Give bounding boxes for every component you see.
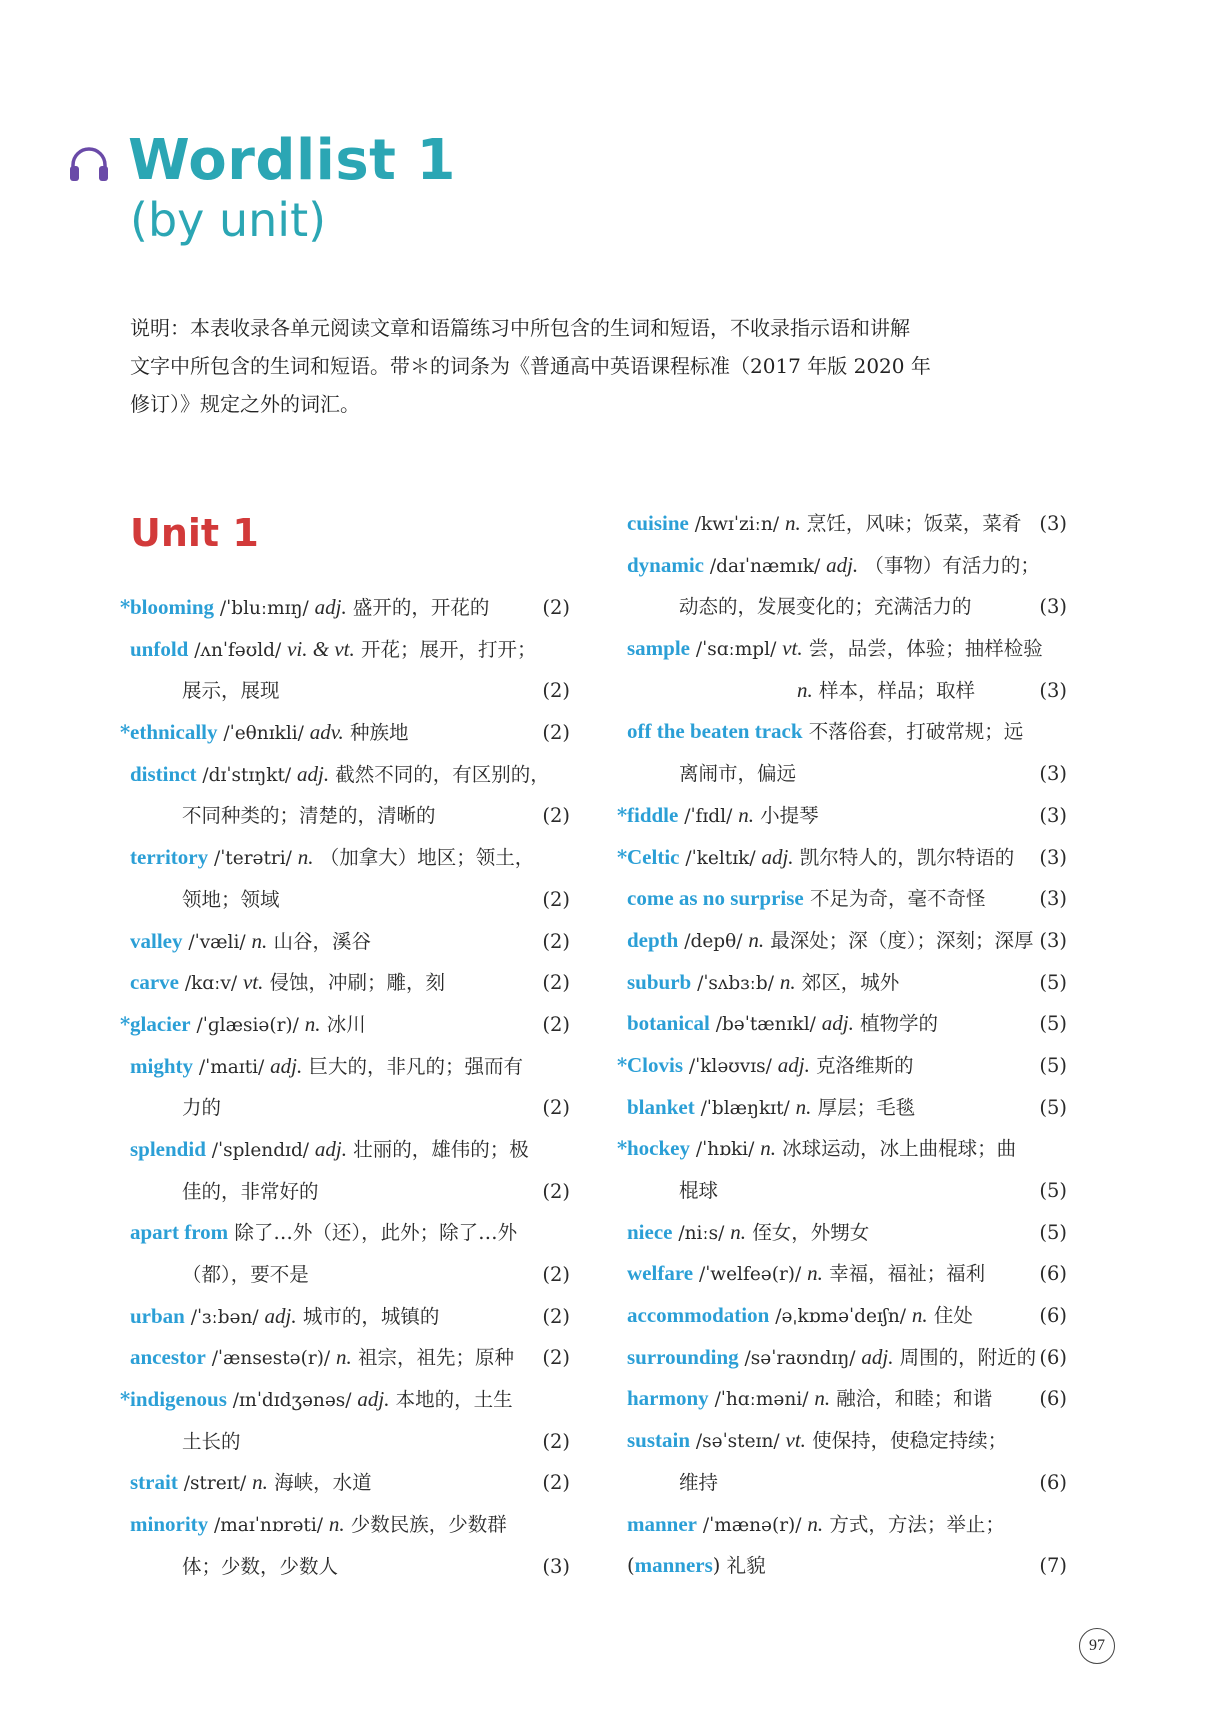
star-mark: *: [617, 845, 628, 869]
star-mark: *: [617, 1137, 628, 1161]
headword: splendid: [130, 1136, 206, 1161]
unit-reference: (5): [1039, 1053, 1067, 1077]
definition: 郊区，城外: [795, 970, 900, 994]
entry-line: [627, 628, 1067, 670]
unit-reference: (6): [1039, 1304, 1067, 1328]
headword: botanical: [627, 1011, 710, 1036]
definition: 维持: [679, 1470, 719, 1494]
entry-line: [627, 920, 1067, 962]
pronunciation: /ˈkeltɪk/: [679, 847, 762, 869]
definition: 植物学的: [853, 1012, 939, 1036]
definition: （加拿大）地区；领土，: [313, 846, 535, 870]
pronunciation: /bəˈtænɪkl/: [709, 1014, 822, 1036]
pronunciation: /daɪˈnæmɪk/: [704, 555, 827, 577]
part-of-speech: n.: [328, 1512, 345, 1537]
pronunciation: /ˈterətri/: [208, 848, 298, 870]
definition: 不同种类的；清楚的，清晰的: [182, 804, 436, 828]
unit-reference: (2): [542, 1346, 570, 1370]
wordlist-left-column: [120, 587, 570, 1588]
unit-reference: (2): [542, 1429, 570, 1453]
definition: 侵蚀，冲刷；雕，刻: [263, 971, 446, 995]
entry-line: [120, 712, 570, 754]
page-number: 97: [1079, 1628, 1115, 1664]
pronunciation: /ˈeθnɪkli/: [217, 723, 310, 745]
entry-continuation: [627, 753, 1067, 795]
pronunciation: /maɪˈnɒrəti/: [208, 1515, 329, 1537]
entry-line: [130, 1296, 570, 1338]
headword: welfare: [627, 1261, 694, 1286]
entry-line: [120, 1004, 570, 1046]
part-of-speech: adj.: [297, 761, 330, 786]
unit-reference: (3): [1039, 928, 1067, 952]
part-of-speech: n.: [252, 1470, 268, 1495]
unit-reference: (5): [1039, 970, 1067, 994]
unit-reference: (2): [542, 1012, 570, 1036]
unit-reference: (5): [1039, 1012, 1067, 1036]
entry-line: [130, 921, 570, 963]
unit-reference: (2): [542, 596, 570, 619]
headword: accommodation: [627, 1303, 770, 1328]
pronunciation: /ˈvæli/: [182, 931, 252, 953]
unit-reference: (2): [542, 1179, 570, 1203]
pronunciation: /ˈsplendɪd/: [205, 1139, 315, 1161]
part-of-speech: vt.: [785, 1428, 806, 1453]
headword: urban: [130, 1303, 185, 1328]
entry-continuation: [627, 1170, 1067, 1212]
unit-reference: (5): [1039, 1095, 1067, 1119]
entry-line: [627, 1545, 1067, 1587]
headword: dynamic: [627, 552, 705, 577]
entry-line: [627, 503, 1067, 545]
headword: Celtic: [627, 844, 680, 869]
part-of-speech: n.: [251, 928, 268, 953]
entry-line: [627, 962, 1067, 1004]
headword: apart from: [130, 1220, 229, 1245]
entry-line: [617, 1045, 1067, 1087]
unit-reference: (3): [1039, 803, 1067, 827]
pronunciation: /niːs/: [672, 1222, 731, 1244]
unit-reference: (6): [1039, 1387, 1067, 1411]
part-of-speech: adj.: [821, 1011, 854, 1036]
entry-line: [120, 1379, 570, 1421]
unit-reference: (3): [542, 1554, 570, 1578]
entry-line: [627, 1295, 1067, 1337]
entry-line: [130, 1504, 570, 1546]
pronunciation: /səˈsteɪn/: [690, 1431, 786, 1453]
entry-line: [627, 1212, 1067, 1254]
pronunciation: /ˈblæŋkɪt/: [694, 1097, 796, 1119]
pronunciation: /ˈsɑːmpl/: [690, 639, 783, 661]
pronunciation: /səˈraʊndɪŋ/: [738, 1347, 862, 1369]
headword: territory: [130, 845, 209, 870]
unit-reference: (6): [1039, 1470, 1067, 1494]
definition: 截然不同的，有区别的，: [329, 762, 550, 786]
pronunciation: /kɑːv/: [178, 973, 243, 995]
definition: 种族地: [343, 721, 409, 745]
headword: niece: [627, 1219, 673, 1244]
definition: 冰球运动，冰上曲棍球；曲: [775, 1137, 1017, 1161]
headword: sustain: [627, 1428, 691, 1453]
definition: 周围的，附近的: [893, 1345, 1037, 1369]
part-of-speech: adj.: [861, 1344, 894, 1369]
headword: suburb: [627, 969, 692, 994]
note-line: 文字中所包含的生词和短语。带＊的词条为《普通高中英语课程标准（2017 年版 2020 年: [130, 354, 931, 378]
star-mark: *: [120, 721, 131, 745]
entry-continuation: [627, 586, 1067, 628]
unit-reference: (2): [542, 721, 570, 745]
unit-reference: (2): [542, 804, 570, 828]
definition: 最深处；深（度）；深刻；深厚: [764, 928, 1034, 952]
headword: come as no surprise: [627, 886, 804, 911]
bracket: (: [627, 1554, 635, 1578]
headword: strait: [130, 1470, 178, 1495]
headword: mighty: [130, 1053, 193, 1078]
pronunciation: /ˈbluːmɪŋ/: [214, 598, 315, 619]
entry-line: [627, 545, 1067, 587]
definition: 山谷，溪谷: [267, 929, 371, 953]
part-of-speech: vt.: [242, 970, 264, 995]
entry-line: [627, 1003, 1067, 1045]
definition: 巨大的，非凡的；强而有: [302, 1054, 523, 1078]
bracket: ): [712, 1554, 721, 1578]
headword: hockey: [627, 1136, 690, 1161]
definition: 住处: [927, 1304, 973, 1328]
unit-reference: (2): [542, 929, 570, 953]
page-subtitle: (by unit): [130, 193, 327, 247]
definition: 海峡，水道: [267, 1471, 372, 1495]
definition: 侄女，外甥女: [746, 1220, 870, 1244]
part-of-speech: n.: [814, 1386, 831, 1411]
headword: glacier: [130, 1011, 191, 1036]
entry-line: [130, 837, 570, 879]
unit-reference: (3): [1039, 512, 1067, 535]
part-of-speech: n.: [304, 1011, 321, 1036]
definition: （都），要不是: [182, 1263, 309, 1286]
definition: 城市的，城镇的: [296, 1304, 440, 1328]
headword: fiddle: [627, 802, 679, 827]
entry-line: [130, 962, 570, 1004]
unit-reference: (6): [1039, 1345, 1067, 1369]
pronunciation: /ˈhɑːməni/: [708, 1389, 815, 1411]
pronunciation: /ʌnˈfəʊld/: [188, 639, 288, 661]
pronunciation: /əˌkɒməˈdeɪʃn/: [769, 1306, 912, 1328]
definition: 棍球: [679, 1179, 719, 1202]
headphones-icon: [68, 144, 110, 184]
definition: 冰川: [320, 1012, 366, 1036]
part-of-speech: adj.: [761, 844, 794, 869]
pronunciation: /ˈmænə(r)/: [697, 1514, 808, 1536]
unit-reference: (3): [1039, 762, 1067, 786]
star-mark: *: [617, 803, 628, 827]
headword: blooming: [130, 595, 215, 619]
definition: 动态的，发展变化的；充满活力的: [679, 595, 972, 619]
pronunciation: /ˈhɒki/: [690, 1139, 761, 1161]
pronunciation: /dɪˈstɪŋkt/: [196, 764, 297, 786]
entry-line: [627, 878, 1067, 920]
definition: 壮丽的，雄伟的；极: [347, 1137, 529, 1161]
part-of-speech: adj.: [314, 595, 347, 619]
headword: manner: [627, 1511, 697, 1536]
entry-continuation: [130, 1254, 570, 1296]
star-mark: *: [120, 1388, 131, 1412]
headword: indigenous: [130, 1387, 227, 1412]
part-of-speech: n.: [797, 677, 813, 702]
definition: 力的: [182, 1096, 222, 1120]
star-mark: *: [120, 1012, 131, 1036]
definition: 不足为奇，毫不奇怪: [803, 887, 986, 911]
part-of-speech: n.: [730, 1219, 747, 1244]
part-of-speech: adj.: [264, 1303, 297, 1328]
entry-line: [130, 1046, 570, 1088]
definition: 方式，方法；举止；: [823, 1512, 1005, 1536]
unit-reference: (3): [1039, 678, 1067, 702]
definition: 幸福，福祉；福利: [822, 1262, 986, 1286]
headword: unfold: [130, 636, 189, 661]
page-title: Wordlist 1: [128, 128, 456, 193]
definition: 克洛维斯的: [809, 1053, 914, 1077]
star-mark: *: [617, 1053, 628, 1077]
part-of-speech: adj.: [777, 1052, 810, 1077]
part-of-speech: n.: [807, 1261, 823, 1286]
entry-line: [130, 629, 570, 671]
note-line: 修订）》规定之外的词汇。: [130, 392, 360, 416]
unit-reference: (7): [1039, 1554, 1067, 1578]
part-of-speech: n.: [297, 845, 314, 870]
note-line: 说明：本表收录各单元阅读文章和语篇练习中所包含的生词和短语，不收录指示语和讲解: [130, 316, 910, 340]
definition: 凯尔特人的，凯尔特语的: [793, 845, 1015, 869]
headword: valley: [130, 928, 183, 953]
definition: 体；少数，少数人: [182, 1554, 339, 1578]
definition: 样本，样品；取样: [812, 678, 975, 702]
definition: 尝，品尝，体验；抽样检验: [802, 637, 1043, 661]
definition: 烹饪，风味；饭菜，菜肴: [800, 512, 1022, 535]
entry-line: [130, 1462, 570, 1504]
unit-reference: (2): [542, 1304, 570, 1328]
definition: 佳的，非常好的: [182, 1179, 319, 1203]
pronunciation: /ˈɜːbən/: [184, 1306, 265, 1328]
definition: 除了…外（还），此外；除了…外: [228, 1221, 518, 1245]
part-of-speech: n.: [795, 1094, 812, 1119]
unit-reference: (3): [1039, 595, 1067, 619]
entry-continuation: [130, 1171, 570, 1213]
headword: distinct: [130, 761, 197, 786]
part-of-speech: adj.: [270, 1053, 303, 1078]
definition: 融洽，和睦；和谐: [830, 1387, 993, 1411]
pronunciation: /depθ/: [678, 930, 749, 952]
wordlist-right-column: [617, 503, 1067, 1587]
entry-continuation: [627, 1462, 1067, 1504]
entry-continuation: [130, 1546, 570, 1588]
unit-reference: (2): [542, 1096, 570, 1120]
unit-reference: (2): [542, 1471, 570, 1495]
entry-line: [627, 1087, 1067, 1129]
definition: 土长的: [182, 1429, 241, 1453]
unit-reference: (2): [542, 1263, 570, 1286]
unit-reference: (3): [1039, 887, 1067, 911]
headword: ethnically: [130, 720, 218, 745]
part-of-speech: n.: [911, 1303, 928, 1328]
definition: 礼貌: [720, 1554, 766, 1578]
definition: 开花；展开，打开；: [354, 637, 537, 661]
part-of-speech: n.: [336, 1345, 352, 1370]
star-mark: *: [120, 596, 131, 619]
part-of-speech: n.: [738, 802, 754, 827]
definition: 使保持，使稳定持续；: [805, 1429, 1008, 1453]
entry-continuation: [130, 879, 570, 921]
definition: 厚层；毛毯: [811, 1095, 916, 1119]
headword: ancestor: [130, 1345, 206, 1370]
headword: minority: [130, 1512, 209, 1537]
definition: 不落俗套，打破常规；远: [802, 720, 1024, 744]
pronunciation: /ˈkləʊvɪs/: [683, 1055, 778, 1077]
headword: surrounding: [627, 1344, 739, 1369]
pronunciation: /ɪnˈdɪdʒənəs/: [226, 1390, 358, 1412]
part-of-speech: vt.: [782, 636, 803, 661]
pronunciation: /ˈɡlæsiə(r)/: [190, 1014, 305, 1036]
definition: 小提琴: [753, 803, 819, 827]
definition: （事物）有活力的；: [858, 553, 1040, 577]
unit-reference: (5): [1039, 1220, 1067, 1244]
entry-line: [627, 711, 1067, 753]
pronunciation: /ˈwelfeə(r)/: [693, 1264, 808, 1286]
pronunciation: /ˈmaɪti/: [193, 1056, 271, 1078]
part-of-speech: n.: [760, 1136, 776, 1161]
part-of-speech: n.: [807, 1511, 824, 1536]
part-of-speech: n.: [779, 969, 796, 994]
pronunciation: /ˈfɪdl/: [678, 805, 739, 827]
unit-heading: Unit 1: [130, 511, 259, 555]
part-of-speech: vi. & vt.: [287, 636, 355, 661]
entry-line: [617, 1128, 1067, 1170]
entry-continuation: [130, 1087, 570, 1129]
unit-reference: (2): [542, 971, 570, 995]
definition: 展示，展现: [182, 679, 280, 703]
part-of-speech: n.: [784, 511, 801, 535]
entry-line: [130, 1337, 570, 1379]
entry-continuation: [130, 795, 570, 837]
unit-reference: (5): [1039, 1179, 1067, 1202]
headword: blanket: [627, 1094, 695, 1119]
entry-line: [120, 587, 570, 629]
entry-continuation: [130, 670, 570, 712]
entry-line: [627, 1378, 1067, 1420]
part-of-speech: adv.: [309, 720, 344, 745]
unit-reference: (3): [1039, 845, 1067, 869]
entry-continuation: [627, 670, 1067, 712]
entry-line: [130, 754, 570, 796]
entry-continuation: [130, 1421, 570, 1463]
entry-line: [627, 1253, 1067, 1295]
headword: harmony: [627, 1386, 709, 1411]
definition: 祖宗，祖先；原种: [351, 1346, 514, 1370]
headword: carve: [130, 970, 179, 995]
entry-line: [617, 795, 1067, 837]
unit-reference: (6): [1039, 1262, 1067, 1286]
headword: sample: [627, 636, 690, 661]
headword: Clovis: [627, 1052, 684, 1077]
entry-line: [130, 1129, 570, 1171]
part-of-speech: adj.: [314, 1136, 348, 1161]
headword: manners: [634, 1553, 713, 1578]
pronunciation: /ˈsʌbɜːb/: [691, 972, 780, 994]
definition: 离闹市，偏远: [679, 762, 797, 786]
unit-reference: (2): [542, 679, 570, 703]
entry-line: [130, 1212, 570, 1254]
pronunciation: /kwɪˈziːn/: [688, 514, 785, 535]
entry-line: [627, 1504, 1067, 1546]
definition: 盛开的，开花的: [346, 596, 490, 619]
definition: 本地的，土生: [389, 1388, 513, 1412]
part-of-speech: adj.: [357, 1387, 390, 1412]
intro-note: [130, 309, 1062, 423]
definition: 领地；领域: [182, 887, 280, 911]
part-of-speech: adj.: [826, 552, 859, 577]
headword: off the beaten track: [627, 719, 803, 744]
definition: 少数民族，少数群: [344, 1513, 507, 1537]
part-of-speech: n.: [748, 927, 765, 952]
entry-line: [627, 1337, 1067, 1379]
entry-line: [627, 1420, 1067, 1462]
entry-line: [617, 837, 1067, 879]
headword: cuisine: [627, 511, 689, 535]
pronunciation: /streɪt/: [177, 1473, 253, 1495]
pronunciation: /ˈænsestə(r)/: [205, 1348, 337, 1370]
headword: depth: [627, 927, 679, 952]
unit-reference: (2): [542, 887, 570, 911]
